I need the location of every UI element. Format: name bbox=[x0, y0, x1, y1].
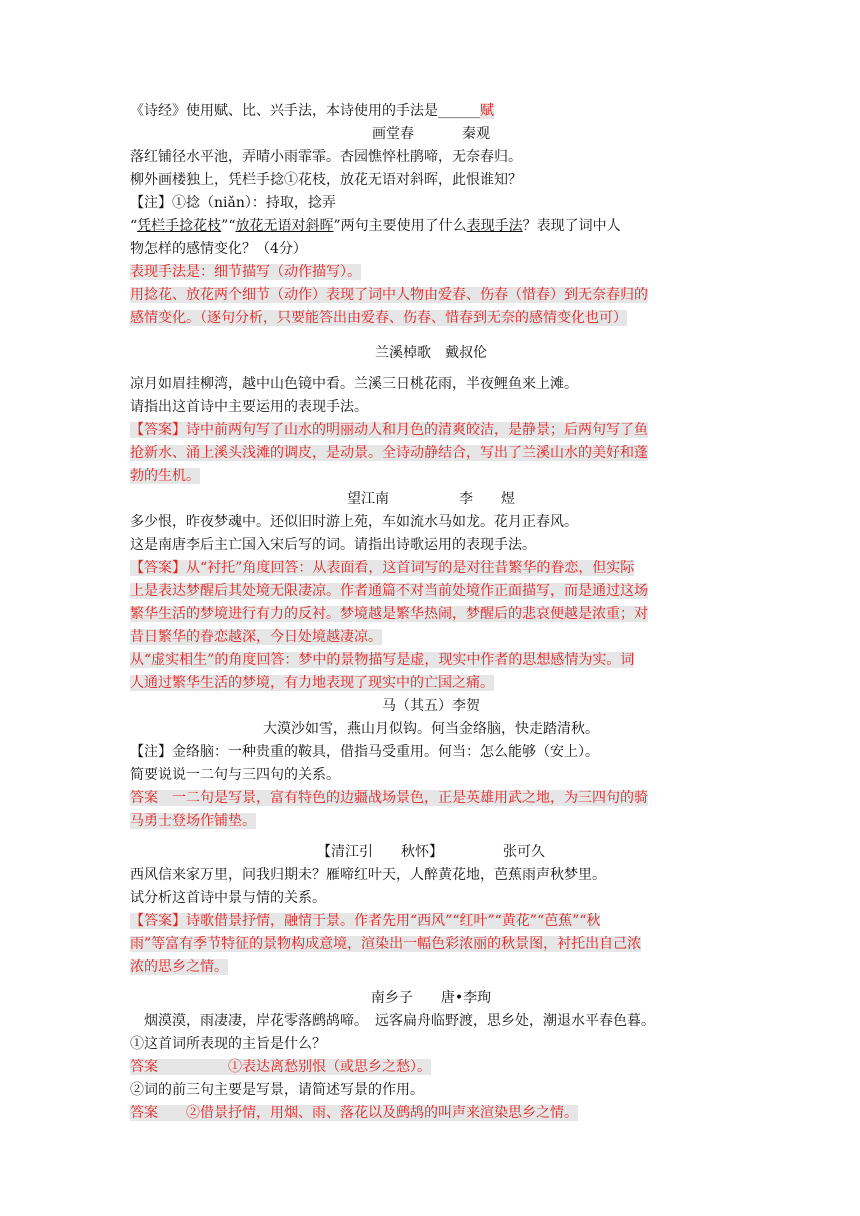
poem-title: 画堂春 秦观 bbox=[372, 126, 490, 142]
answer-inline: 赋 bbox=[480, 103, 494, 119]
answer-line: 从“虚实相生”的角度回答：梦中的景物描写是虚，现实中作者的思想感情为实。词 bbox=[130, 652, 635, 668]
note-line: 【注】①捻（niǎn）：持取，捻弄 bbox=[130, 195, 336, 211]
poem-line: 大漠沙如雪，燕山月似钩。何当金络脑，快走踏清秋。 bbox=[263, 721, 599, 737]
poem-author: 李 煜 bbox=[459, 491, 515, 507]
poem-line: 西风信来家万里，问我归期未？雁啼红叶天，人醉黄花地，芭蕉雨声秋梦里。 bbox=[130, 867, 606, 883]
document-body bbox=[130, 100, 732, 1125]
poem-line: 烟漠漠，雨凄凄，岸花零落鹧鸪啼。 远客扁舟临野渡，思乡处，潮退水平春色暮。 bbox=[130, 1013, 655, 1029]
poem-author: 戴叔伦 bbox=[445, 345, 487, 361]
answer-line: 答案 ②借景抒情，用烟、雨、落花以及鹧鸪的叫声来渲染思乡之情。 bbox=[130, 1105, 578, 1121]
answer-line: 雨”等富有季节特征的景物构成意境，渲染出一幅色彩浓丽的秋景图，衬托出自己浓 bbox=[130, 936, 642, 952]
question-line: 《诗经》使用赋、比、兴手法，本诗使用的手法是______赋 bbox=[130, 103, 494, 119]
poem-author: 秦观 bbox=[462, 126, 490, 142]
answer-line: 答案 ①表达离愁别恨（或思乡之愁）。 bbox=[130, 1059, 431, 1075]
poem-title: 兰溪棹歌 戴叔伦 bbox=[375, 345, 487, 361]
poem-title: 【清江引 秋怀】 张可久 bbox=[317, 844, 545, 860]
answer-line: 昔日繁华的眷恋越深，今日处境越凄凉。 bbox=[130, 629, 382, 645]
question-line: 试分析这首诗中景与情的关系。 bbox=[130, 890, 326, 906]
question-line: 物怎样的感情变化？（4分） bbox=[130, 241, 307, 257]
poem-title: 望江南 李 煜 bbox=[347, 491, 515, 507]
answer-line: 【答案】诗中前两句写了山水的明丽动人和月色的清爽皎洁，是静景；后两句写了鱼 bbox=[130, 422, 648, 438]
note-line: 【注】金络脑：一种贵重的鞍具，借指马受重用。何当：怎么能够（安上）。 bbox=[130, 744, 599, 760]
answer-line: 马勇士登场作铺垫。 bbox=[130, 813, 256, 829]
answer-line: 上是表达梦醒后其处境无限凄凉。作者通篇不对当前处境作正面描写，而是通过这场 bbox=[130, 583, 648, 599]
question-line: ①这首词所表现的主旨是什么？ bbox=[130, 1036, 326, 1052]
poem-title: 南乡子 唐•李珣 bbox=[370, 990, 492, 1006]
answer-line: 表现手法是：细节描写（动作描写）。 bbox=[130, 264, 361, 280]
answer-line: 用捻花、放花两个细节（动作）表现了词中人物由爱春、伤春（惜春）到无奈春归的 bbox=[130, 287, 648, 303]
answer-line: 【答案】诗歌借景抒情，融情于景。作者先用“西风”“红叶”“黄花”“芭蕉”“秋 bbox=[130, 913, 601, 929]
poem-line: 凉月如眉挂柳湾，越中山色镜中看。兰溪三日桃花雨，半夜鲤鱼来上滩。 bbox=[130, 376, 578, 392]
answer-line: 答案 一二句是写景，富有特色的边疆战场景色，正是英雄用武之地，为三四句的骑 bbox=[130, 790, 648, 806]
poem-line: 落红铺径水平池，弄晴小雨霏霏。杏园憔悴杜鹃啼，无奈春归。 bbox=[130, 149, 522, 165]
answer-line: 勃的生机。 bbox=[130, 468, 200, 484]
answer-line: 【答案】从“衬托”角度回答：从表面看，这首词写的是对往昔繁华的眷恋，但实际 bbox=[130, 560, 635, 576]
answer-line: 人通过繁华生活的梦境，有力地表现了现实中的亡国之痛。 bbox=[130, 675, 494, 691]
question-line: 这是南唐李后主亡国入宋后写的词。请指出诗歌运用的表现手法。 bbox=[130, 537, 536, 553]
poem-line: 柳外画楼独上，凭栏手捻①花枝，放花无语对斜晖，此恨谁知？ bbox=[130, 172, 522, 188]
question-line: 请指出这首诗中主要运用的表现手法。 bbox=[130, 399, 368, 415]
answer-line: 浓的思乡之情。 bbox=[130, 959, 228, 975]
answer-line: 感情变化。（逐句分析，只要能答出由爱春、伤春、惜春到无奈的感情变化也可） bbox=[130, 310, 627, 326]
answer-line: 抢新水、涌上溪头浅滩的调皮，是动景。全诗动静结合，写出了兰溪山水的美好和蓬 bbox=[130, 445, 648, 461]
question-line: “凭栏手捻花枝”“放花无语对斜晖”两句主要使用了什么表现手法？表现了词中人 bbox=[130, 218, 621, 234]
poem-author: 唐•李珣 bbox=[440, 990, 492, 1006]
question-line: ②词的前三句主要是写景，请简述写景的作用。 bbox=[130, 1082, 424, 1098]
answer-line: 繁华生活的梦境进行有力的反衬。梦境越是繁华热闹，梦醒后的悲哀便越是浓重；对 bbox=[130, 606, 648, 622]
poem-line: 多少恨，昨夜梦魂中。还似旧时游上苑，车如流水马如龙。花月正春风。 bbox=[130, 514, 578, 530]
poem-title: 马（其五）李贺 bbox=[382, 698, 480, 714]
question-line: 简要说说一二句与三四句的关系。 bbox=[130, 767, 340, 783]
poem-author: 张可久 bbox=[503, 844, 545, 860]
